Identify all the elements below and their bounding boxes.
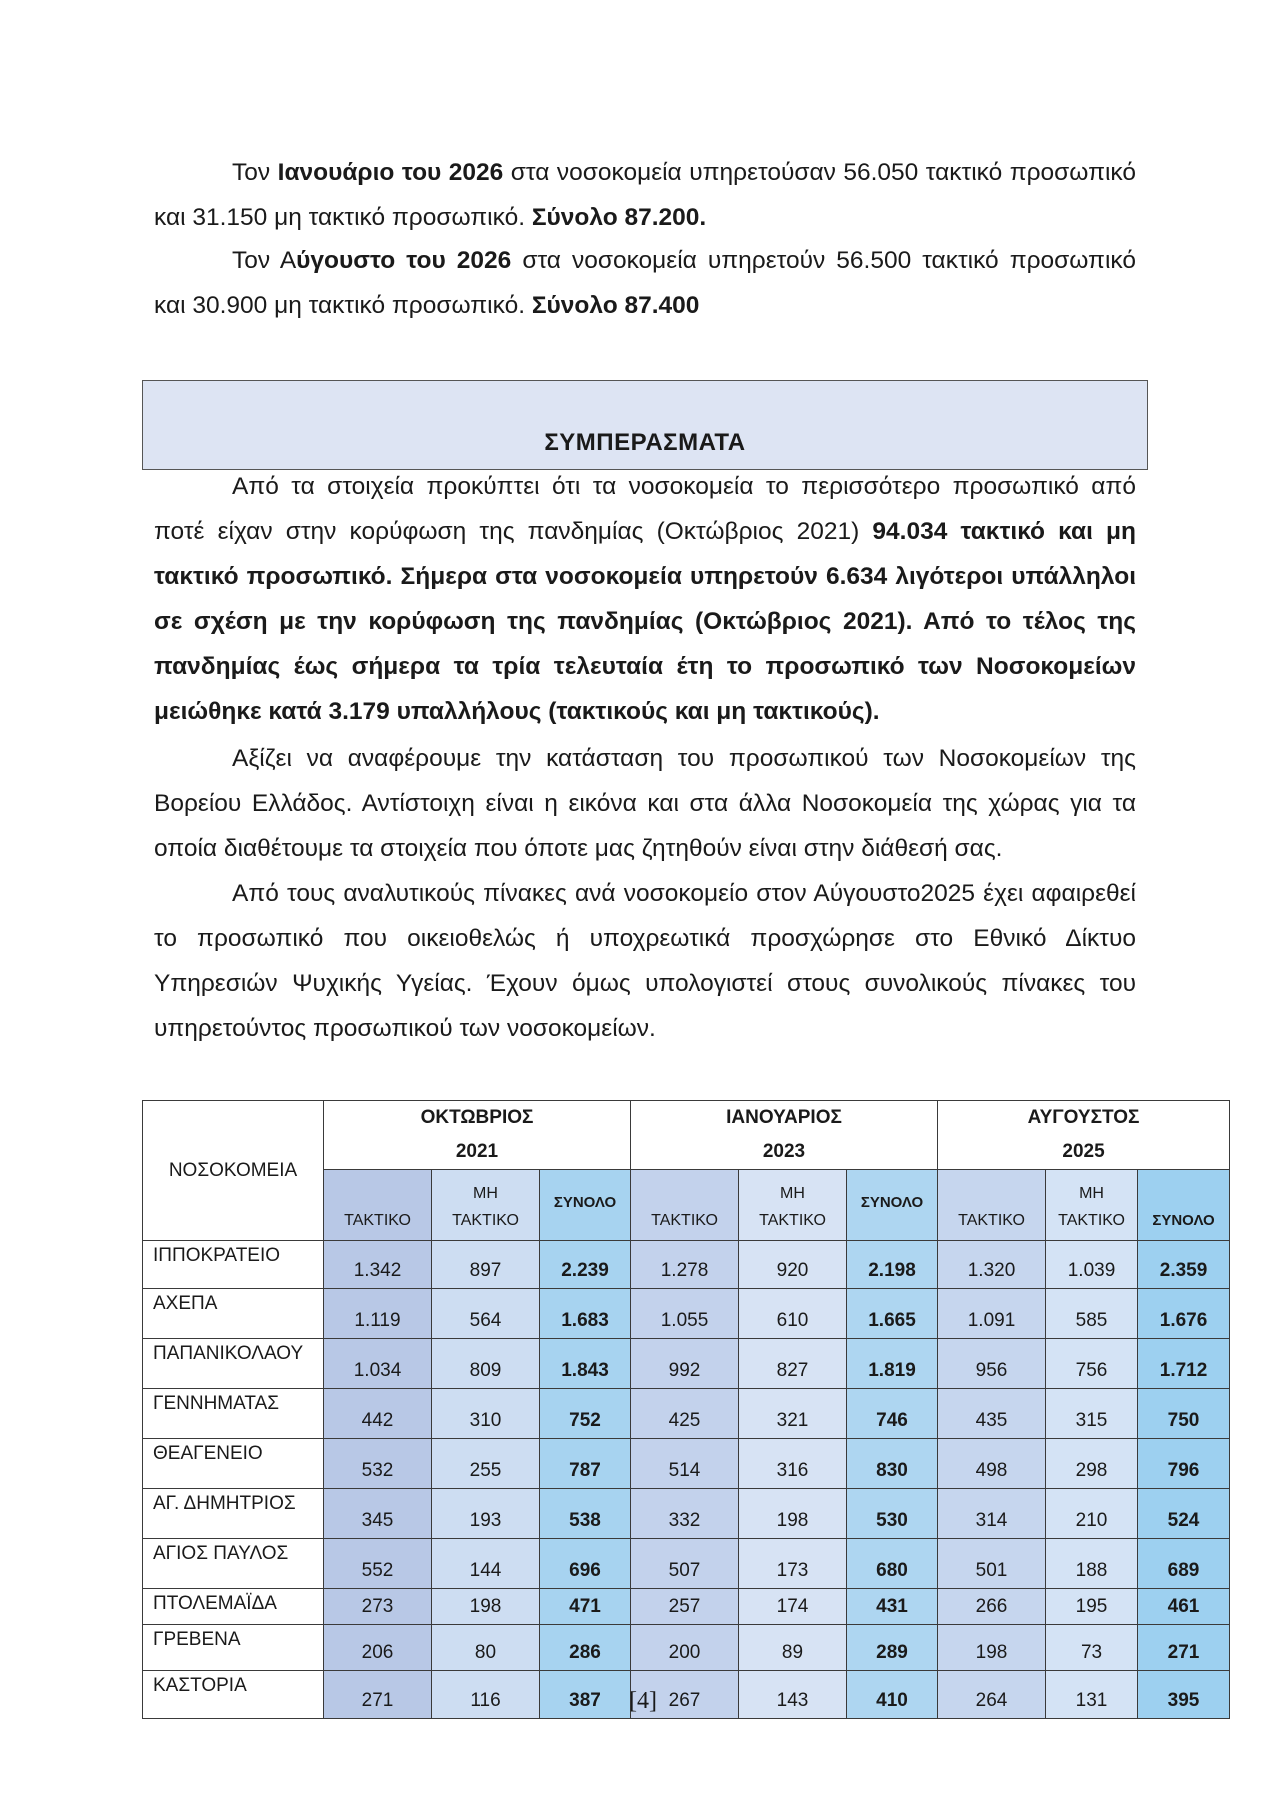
nonregular-cell: 195 <box>1046 1589 1138 1625</box>
text: Αξίζει να αναφέρουμε την κατάσταση του προσωπικού των Νοσοκομείων της Βορείου Ελλάδος. Αντίστοιχη είναι η εικόνα και στα άλλα Νοσοκομεία της χώρας για τα οποία διαθέτουμε τα στοιχεία που όποτε μας ζητηθούν είναι στην διάθεσή σας. <box>154 745 1136 862</box>
regular-cell: 435 <box>938 1389 1046 1439</box>
nonregular-cell: 116 <box>432 1671 540 1719</box>
table-row <box>143 1289 1230 1339</box>
total-cell: 1.819 <box>847 1339 938 1389</box>
total-cell: 750 <box>1138 1389 1230 1439</box>
nonregular-cell: 198 <box>432 1589 540 1625</box>
total-cell: 461 <box>1138 1589 1230 1625</box>
total-cell: 395 <box>1138 1671 1230 1719</box>
total-cell: 689 <box>1138 1539 1230 1589</box>
table-row <box>143 1489 1230 1539</box>
total-cell: 410 <box>847 1671 938 1719</box>
hospital-name: ΠΑΠΑΝΙΚΟΛΑΟΥ <box>143 1339 324 1389</box>
total-cell: 1.843 <box>540 1339 631 1389</box>
regular-cell: 198 <box>938 1625 1046 1671</box>
regular-cell: 992 <box>631 1339 739 1389</box>
conclusions-paragraph-3 <box>154 871 1136 1051</box>
table-body <box>143 1241 1230 1719</box>
total-cell: 2.239 <box>540 1241 631 1289</box>
hospital-staff-table <box>142 1100 1230 1719</box>
regular-cell: 507 <box>631 1539 739 1589</box>
group-year: 2025 <box>1062 1141 1105 1162</box>
group-month: ΟΚΤΩΒΡΙΟΣ <box>420 1107 534 1128</box>
bold-text: ύγουστο του 2026 <box>296 247 512 274</box>
nonregular-cell: 564 <box>432 1289 540 1339</box>
conclusions-heading-box <box>142 380 1148 470</box>
group-month: ΙΑΝΟΥΑΡΙΟΣ <box>726 1107 842 1128</box>
total-cell: 830 <box>847 1439 938 1489</box>
subheader-line: ΜΗ <box>780 1185 805 1202</box>
regular-cell: 501 <box>938 1539 1046 1589</box>
table-row <box>143 1439 1230 1489</box>
total-cell: 431 <box>847 1589 938 1625</box>
table-row <box>143 1389 1230 1439</box>
regular-cell: 273 <box>324 1589 432 1625</box>
nonregular-cell: 315 <box>1046 1389 1138 1439</box>
subheader-line: ΤΑΚΤΙΚΟ <box>452 1212 519 1229</box>
regular-cell: 257 <box>631 1589 739 1625</box>
regular-cell: 314 <box>938 1489 1046 1539</box>
text: Από τα στοιχεία προκύπτει ότι τα νοσοκομεία το περισσότερο προσωπικό από ποτέ είχαν στην κορύφωση της πανδημίας (Οκτώβριος 2021) <box>154 473 1136 545</box>
total-cell: 471 <box>540 1589 631 1625</box>
regular-cell: 1.034 <box>324 1339 432 1389</box>
nonregular-cell: 298 <box>1046 1439 1138 1489</box>
table-row <box>143 1589 1230 1625</box>
regular-cell: 514 <box>631 1439 739 1489</box>
regular-cell: 1.091 <box>938 1289 1046 1339</box>
nonregular-cell: 585 <box>1046 1289 1138 1339</box>
hospital-name: ΚΑΣΤΟΡΙΑ <box>143 1671 324 1719</box>
hospital-name: ΑΓ. ΔΗΜΗΤΡΙΟΣ <box>143 1489 324 1539</box>
regular-cell: 200 <box>631 1625 739 1671</box>
regular-cell: 956 <box>938 1339 1046 1389</box>
total-cell: 787 <box>540 1439 631 1489</box>
regular-cell: 1.119 <box>324 1289 432 1339</box>
group-header-october-2021 <box>324 1101 631 1170</box>
table-corner-header: ΝΟΣΟΚΟΜΕΙΑ <box>143 1101 324 1241</box>
nonregular-cell: 827 <box>739 1339 847 1389</box>
total-cell: 796 <box>1138 1439 1230 1489</box>
nonregular-cell: 1.039 <box>1046 1241 1138 1289</box>
subheader-line: ΜΗ <box>473 1185 498 1202</box>
total-cell: 746 <box>847 1389 938 1439</box>
hospital-name: ΘΕΑΓΕΝΕΙΟ <box>143 1439 324 1489</box>
regular-cell: 1.342 <box>324 1241 432 1289</box>
text: Τον <box>232 159 278 186</box>
subheader-total: ΣΥΝΟΛΟ <box>540 1170 631 1241</box>
regular-cell: 206 <box>324 1625 432 1671</box>
nonregular-cell: 920 <box>739 1241 847 1289</box>
nonregular-cell: 610 <box>739 1289 847 1339</box>
regular-cell: 425 <box>631 1389 739 1439</box>
total-cell: 752 <box>540 1389 631 1439</box>
regular-cell: 498 <box>938 1439 1046 1489</box>
text: Από τους αναλυτικούς πίνακες ανά νοσοκομείο στον Αύγουστο2025 έχει αφαιρεθεί το προσωπικό που οικειοθελώς ή υποχρεωτικά προσχώρησε στο Εθνικό Δίκτυο Υπηρεσιών Ψυχικής Υγείας. Έχουν όμως υπολογιστεί στους συνολικούς πίνακες του υπηρετούντος προσωπικού των νοσοκομείων. <box>154 880 1136 1042</box>
subheader-nonregular <box>1046 1170 1138 1241</box>
table-row <box>143 1539 1230 1589</box>
nonregular-cell: 897 <box>432 1241 540 1289</box>
total-cell: 680 <box>847 1539 938 1589</box>
nonregular-cell: 198 <box>739 1489 847 1539</box>
text: στα νοσοκομεία υπηρετούσαν 56.050 τακτικό προσωπικό και 31.150 μη τακτικό προσωπικό. <box>154 159 1136 231</box>
regular-cell: 1.278 <box>631 1241 739 1289</box>
hospital-name: ΠΤΟΛΕΜΑΪΔΑ <box>143 1589 324 1625</box>
table-row <box>143 1241 1230 1289</box>
hospital-name: ΙΠΠΟΚΡΑΤΕΙΟ <box>143 1241 324 1289</box>
nonregular-cell: 174 <box>739 1589 847 1625</box>
subheader-total: ΣΥΝΟΛΟ <box>847 1170 938 1241</box>
nonregular-cell: 310 <box>432 1389 540 1439</box>
subheader-regular: ΤΑΚΤΙΚΟ <box>631 1170 739 1241</box>
regular-cell: 271 <box>324 1671 432 1719</box>
total-cell: 289 <box>847 1625 938 1671</box>
nonregular-cell: 73 <box>1046 1625 1138 1671</box>
conclusions-paragraph-1 <box>154 464 1136 734</box>
nonregular-cell: 143 <box>739 1671 847 1719</box>
table-row <box>143 1625 1230 1671</box>
intro-paragraph-august <box>154 238 1136 328</box>
regular-cell: 532 <box>324 1439 432 1489</box>
total-cell: 1.683 <box>540 1289 631 1339</box>
group-header-august-2025 <box>938 1101 1230 1170</box>
subheader-line: ΤΑΚΤΙΚΟ <box>759 1212 826 1229</box>
group-header-january-2023 <box>631 1101 938 1170</box>
nonregular-cell: 809 <box>432 1339 540 1389</box>
subheader-nonregular <box>739 1170 847 1241</box>
regular-cell: 442 <box>324 1389 432 1439</box>
nonregular-cell: 255 <box>432 1439 540 1489</box>
bold-text: Ιανουάριο του 2026 <box>277 159 504 186</box>
nonregular-cell: 316 <box>739 1439 847 1489</box>
total-cell: 286 <box>540 1625 631 1671</box>
total-cell: 1.665 <box>847 1289 938 1339</box>
hospital-name: ΑΓΙΟΣ ΠΑΥΛΟΣ <box>143 1539 324 1589</box>
page-number: [4] <box>629 1688 657 1714</box>
total-cell: 271 <box>1138 1625 1230 1671</box>
text: Τον Α <box>232 247 297 274</box>
nonregular-cell: 80 <box>432 1625 540 1671</box>
group-year: 2021 <box>455 1141 499 1162</box>
bold-text: Σύνολο 87.200. <box>531 204 707 231</box>
subheader-total-label: ΣΥΝΟΛΟ <box>1152 1212 1215 1229</box>
conclusions-paragraph-2 <box>154 736 1136 871</box>
total-cell: 530 <box>847 1489 938 1539</box>
text: στα νοσοκομεία υπηρετούν 56.500 τακτικό προσωπικό και 30.900 μη τακτικό προσωπικό. <box>154 247 1136 319</box>
group-month: ΑΥΓΟΥΣΤΟΣ <box>1027 1107 1140 1128</box>
regular-cell: 345 <box>324 1489 432 1539</box>
total-cell: 1.712 <box>1138 1339 1230 1389</box>
total-cell: 524 <box>1138 1489 1230 1539</box>
total-cell: 2.359 <box>1138 1241 1230 1289</box>
nonregular-cell: 210 <box>1046 1489 1138 1539</box>
total-cell: 387 <box>540 1671 631 1719</box>
subheader-line: ΜΗ <box>1079 1185 1104 1202</box>
bold-text: 94.034 τακτικό και μη τακτικό προσωπικό. Σήμερα στα νοσοκομεία υπηρετούν 6.634 λιγότεροι υπάλληλοι σε σχέση με την κορύφωση της πανδημίας (Οκτώβριος 2021). Από το τέλος της πανδημίας έως σήμερα τα τρία τελευταία έτη το προσωπικό των Νοσοκομείων μειώθηκε κατά 3.179 υπαλλήλους (τακτικούς και μη τακτικούς). <box>154 518 1136 725</box>
bold-text: Σύνολο 87.400 <box>531 292 700 319</box>
total-cell: 2.198 <box>847 1241 938 1289</box>
intro-paragraph-january <box>154 150 1136 240</box>
nonregular-cell: 144 <box>432 1539 540 1589</box>
nonregular-cell: 756 <box>1046 1339 1138 1389</box>
total-cell: 1.676 <box>1138 1289 1230 1339</box>
table-row <box>143 1339 1230 1389</box>
subheader-line: ΤΑΚΤΙΚΟ <box>1058 1212 1125 1229</box>
total-cell: 538 <box>540 1489 631 1539</box>
regular-cell: 1.055 <box>631 1289 739 1339</box>
nonregular-cell: 193 <box>432 1489 540 1539</box>
regular-cell: 332 <box>631 1489 739 1539</box>
subheader-nonregular <box>432 1170 540 1241</box>
group-year: 2023 <box>762 1141 806 1162</box>
regular-cell: 266 <box>938 1589 1046 1625</box>
nonregular-cell: 188 <box>1046 1539 1138 1589</box>
hospital-name: ΓΕΝΝΗΜΑΤΑΣ <box>143 1389 324 1439</box>
regular-cell: 264 <box>938 1671 1046 1719</box>
total-cell: 696 <box>540 1539 631 1589</box>
subheader-regular: ΤΑΚΤΙΚΟ <box>324 1170 432 1241</box>
nonregular-cell: 89 <box>739 1625 847 1671</box>
hospital-name: ΓΡΕΒΕΝΑ <box>143 1625 324 1671</box>
nonregular-cell: 131 <box>1046 1671 1138 1719</box>
nonregular-cell: 173 <box>739 1539 847 1589</box>
conclusions-heading: ΣΥΜΠΕΡΑΣΜΑΤΑ <box>544 429 746 456</box>
hospital-name: ΑΧΕΠΑ <box>143 1289 324 1339</box>
subheader-total <box>1138 1170 1230 1241</box>
regular-cell: 267 <box>631 1671 739 1719</box>
regular-cell: 552 <box>324 1539 432 1589</box>
regular-cell: 1.320 <box>938 1241 1046 1289</box>
nonregular-cell: 321 <box>739 1389 847 1439</box>
subheader-regular: ΤΑΚΤΙΚΟ <box>938 1170 1046 1241</box>
